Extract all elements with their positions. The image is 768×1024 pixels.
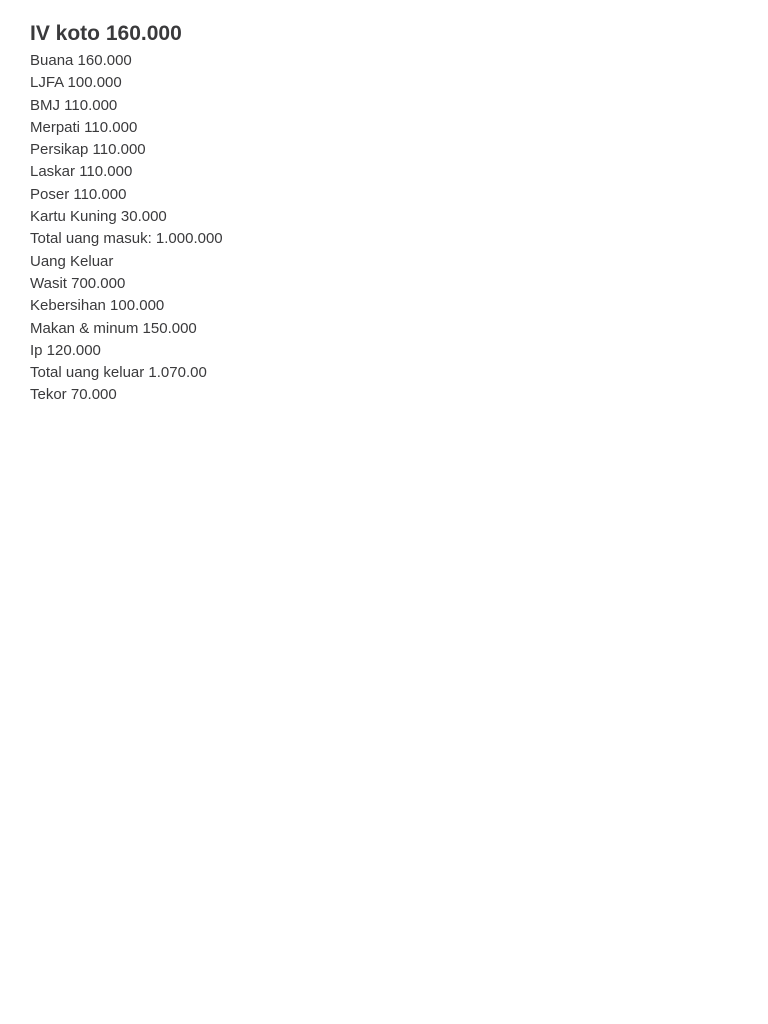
note-line-poser: Poser 110.000 (30, 185, 127, 203)
note-line-total-uang-masuk: Total uang masuk: 1.000.000 (30, 230, 223, 248)
note-line-laskar: Laskar 110.000 (30, 163, 133, 181)
note-line-ljfa: LJFA 100.000 (30, 74, 122, 92)
note-line-bmj: BMJ 110.000 (30, 96, 118, 114)
note-body[interactable] (30, 20, 748, 407)
note-line-kartu-kuning: Kartu Kuning 30.000 (30, 208, 167, 226)
note-line-uang-keluar-heading: Uang Keluar (30, 252, 114, 270)
note-line-buana: Buana 160.000 (30, 52, 132, 69)
note-line-tekor: Tekor 70.000 (30, 386, 117, 404)
note-line-ip: Ip 120.000 (30, 341, 101, 359)
note-line-persikap: Persikap 110.000 (30, 141, 146, 159)
note-line-merpati: Merpati 110.000 (30, 118, 138, 136)
note-title: IV koto 160.000 (30, 22, 182, 45)
note-lines (30, 50, 748, 407)
note-line-wasit: Wasit 700.000 (30, 274, 126, 292)
note-line-kebersihan: Kebersihan 100.000 (30, 297, 165, 315)
note-line-total-uang-keluar: Total uang keluar 1.070.00 (30, 364, 207, 382)
note-line-makan-minum: Makan & minum 150.000 (30, 319, 197, 337)
